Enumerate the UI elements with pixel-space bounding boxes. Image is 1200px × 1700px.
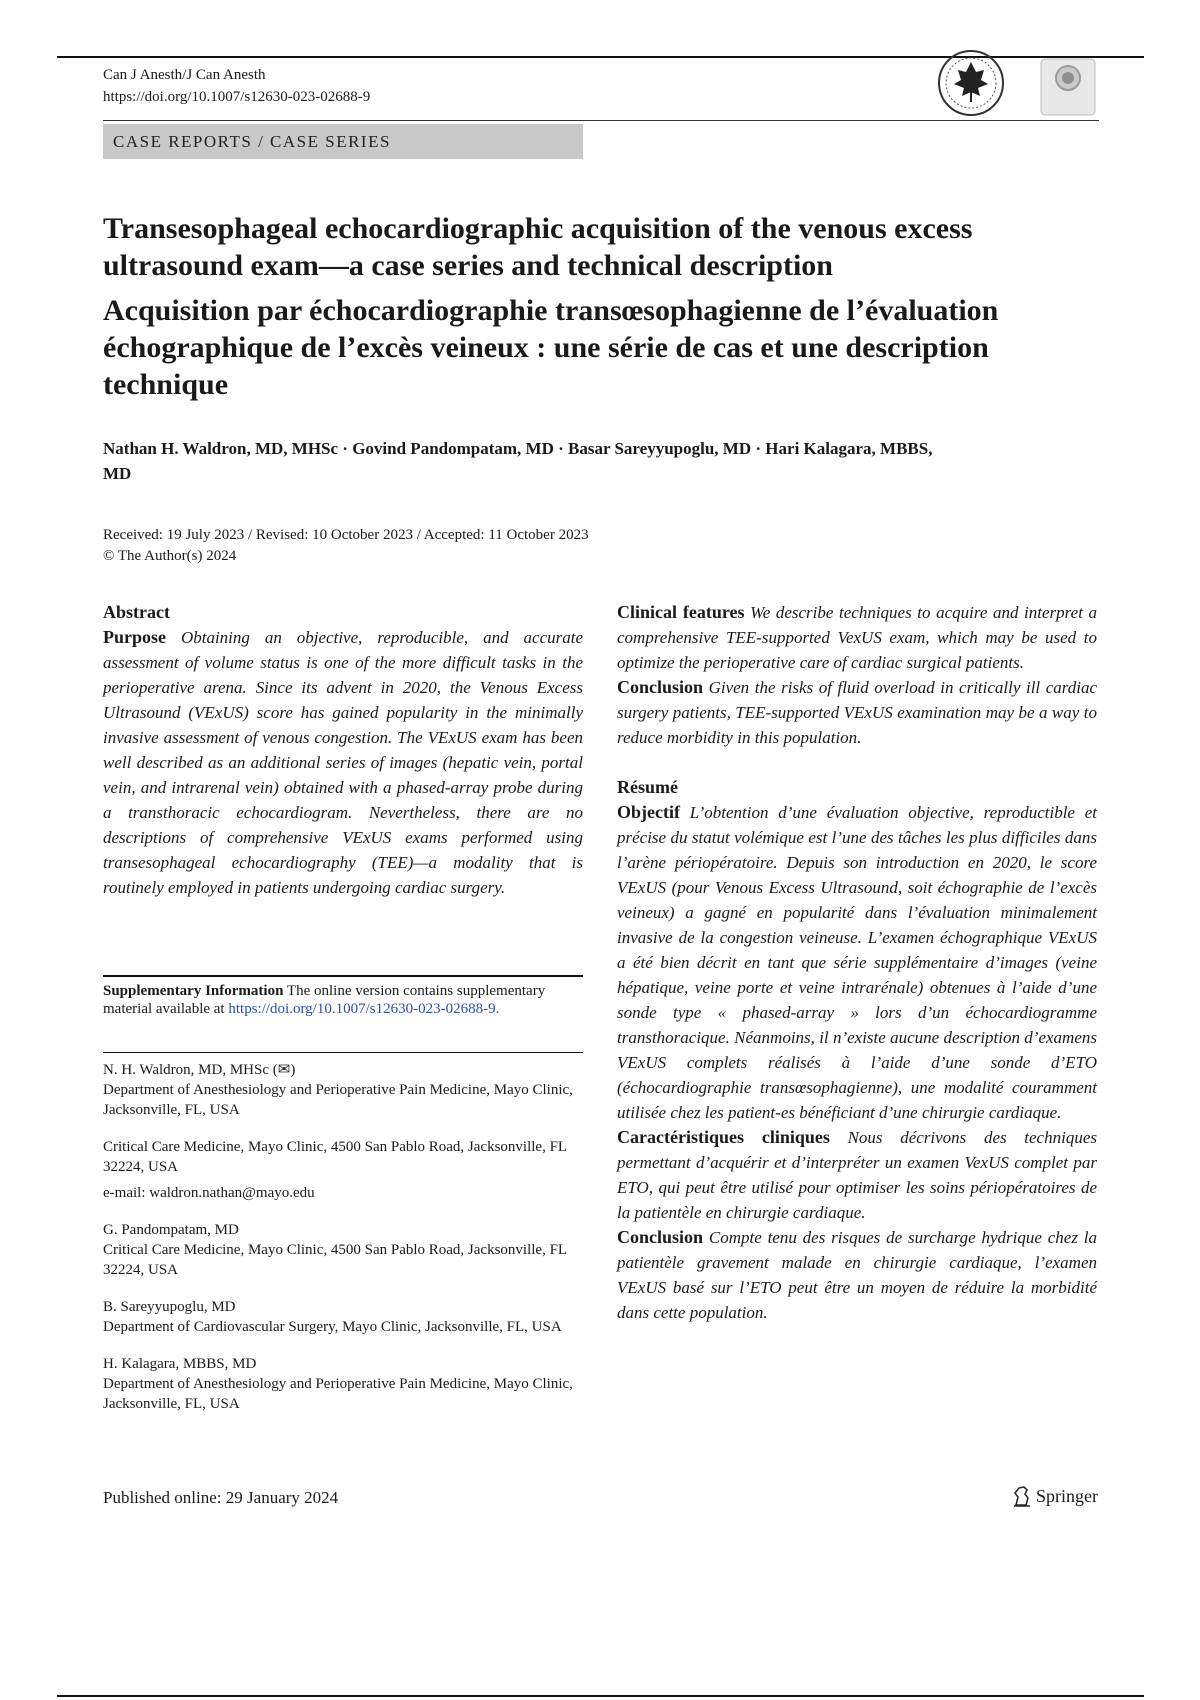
affiliation-name: B. Sareyyupoglu, MD bbox=[103, 1299, 236, 1315]
conclusion-label: Conclusion bbox=[617, 677, 704, 697]
caracteristiques-paragraph bbox=[617, 1125, 1097, 1225]
conclusion-text: Given the risks of fluid overload in critically ill cardiac surgery patients, TEE-supported VExUS examination may be a way to reduce morbidity in this population. bbox=[617, 678, 1097, 747]
copyright: © The Author(s) 2024 bbox=[103, 548, 237, 564]
caracteristiques-label: Caractéristiques cliniques bbox=[617, 1127, 830, 1147]
history-dates: Received: 19 July 2023 / Revised: 10 October 2023 / Accepted: 11 October 2023 bbox=[103, 527, 589, 543]
supplementary-rule-top bbox=[103, 975, 583, 977]
conclusion-fr-label: Conclusion bbox=[617, 1227, 704, 1247]
affiliation-line: Department of Anesthesiology and Perioperative Pain Medicine, Mayo Clinic, Jacksonville, FL, USA bbox=[103, 1082, 573, 1118]
email[interactable]: e-mail: waldron.nathan@mayo.edu bbox=[103, 1185, 315, 1201]
author-list: Nathan H. Waldron, MD, MHSc · Govind Pandompatam, MD · Basar Sareyyupoglu, MD · Hari Kalagara, MBBS, MD bbox=[103, 439, 933, 483]
abstract-section bbox=[103, 600, 583, 900]
purpose-label: Purpose bbox=[103, 627, 166, 647]
affiliation-pandompatam bbox=[103, 1220, 583, 1280]
affiliation-line: Department of Cardiovascular Surgery, Mayo Clinic, Jacksonville, FL, USA bbox=[103, 1319, 562, 1335]
affiliation-line: Critical Care Medicine, Mayo Clinic, 4500 San Pablo Road, Jacksonville, FL 32224, USA bbox=[103, 1242, 567, 1278]
resume-heading: Résumé bbox=[617, 777, 678, 797]
cas-society-logo bbox=[936, 48, 1006, 118]
journal-name: Can J Anesth/J Can Anesth bbox=[103, 67, 266, 83]
title-french: Acquisition par échocardiographie transœsophagienne de l’évaluation échographique de l’excès veineux : une série de cas et une description technique bbox=[103, 294, 999, 401]
purpose-text: Obtaining an objective, reproducible, and accurate assessment of volume status is one of the more difficult tasks in the perioperative arena. Since its advent in 2020, the Venous Excess Ultrasound (VExUS) score has gained popularity in the minimally invasive assessment of venous congestion. The VExUS exam has been well described as an additional series of images (hepatic vein, portal vein, and intrarenal vein) obtained with a phased-array probe during a transthoracic echocardiogram. Nevertheless, there are no descriptions of comprehensive VExUS exams performed using transesophageal echocardiography (TEE)—a modality that is routinely employed in patients undergoing cardiac surgery. bbox=[103, 628, 584, 897]
objectif-label: Objectif bbox=[617, 802, 680, 822]
affiliation-kalagara bbox=[103, 1354, 583, 1414]
title-english: Transesophageal echocardiographic acquisition of the venous excess ultrasound exam—a case series and technical description bbox=[103, 212, 973, 282]
objectif-paragraph bbox=[617, 800, 1097, 1125]
publisher-name: Springer bbox=[1036, 1485, 1098, 1506]
conclusion-fr-paragraph bbox=[617, 1225, 1097, 1325]
check-for-updates-badge[interactable] bbox=[1040, 58, 1096, 116]
clinical-features-label: Clinical features bbox=[617, 602, 745, 622]
supplementary-info bbox=[103, 982, 583, 1018]
affiliations bbox=[103, 1060, 583, 1431]
abstract-continued bbox=[617, 600, 1097, 1325]
caracteristiques-text: Nous décrivons des techniques permettant d’acquérir et d’interpréter un examen VexUS complet par ETO, qui peut être utilisé pour optimiser les soins périopératoires de la patientèle en chirurgie cardiaque. bbox=[617, 1128, 1097, 1222]
publisher-mark bbox=[1012, 1485, 1098, 1507]
affiliation-sareyyupoglu bbox=[103, 1297, 583, 1337]
purpose-paragraph bbox=[103, 625, 583, 900]
affiliation-waldron bbox=[103, 1060, 583, 1203]
article-dates bbox=[103, 525, 589, 567]
journal-header bbox=[103, 64, 370, 108]
affiliation-line: Critical Care Medicine, Mayo Clinic, 4500 San Pablo Road, Jacksonville, FL 32224, USA bbox=[103, 1139, 567, 1175]
affiliation-name: H. Kalagara, MBBS, MD bbox=[103, 1356, 257, 1372]
conclusion-paragraph bbox=[617, 675, 1097, 750]
clinical-features-text: We describe techniques to acquire and interpret a comprehensive TEE-supported VexUS exam, which may be used to optimize the perioperative care of cardiac surgical patients. bbox=[617, 603, 1098, 672]
affiliation-name: G. Pandompatam, MD bbox=[103, 1222, 239, 1238]
bottom-rule bbox=[57, 1695, 1144, 1697]
objectif-text: L’obtention d’une évaluation objective, reproductible et précise du statut volémique est l’une des tâches les plus difficiles dans l’arène périopératoire. Depuis son introduction en 2020, le score VExUS (pour Venous Excess Ultrasound, soit échographie de l’excès veineux) a gagné en popularité dans l’évaluation minimalement invasive de la congestion veineuse. L’examen échographique VExUS a été bien décrit en tant que série supplémentaire d’images (veine hépatique, veine porte et veine intrarénale) obtenues à l’aide d’une sonde type « phased-array » lors d’un échocardiogramme transthoracique. Néanmoins, il n’existe aucune description d’examens VExUS complets réalisés à l’aide d’une sonde d’ETO (échocardiographie transœsophagienne), une modalité couramment utilisée chez les patient-es bénéficiant d’une chirurgie cardiaque. bbox=[617, 803, 1098, 1122]
header-rule bbox=[103, 120, 1099, 121]
section-label: CASE REPORTS / CASE SERIES bbox=[103, 124, 583, 159]
affiliation-line: Department of Anesthesiology and Perioperative Pain Medicine, Mayo Clinic, Jacksonville, FL, USA bbox=[103, 1376, 573, 1412]
springer-horse-icon bbox=[1012, 1485, 1032, 1507]
supplementary-label: Supplementary Information bbox=[103, 983, 284, 999]
clinical-features-paragraph bbox=[617, 600, 1097, 675]
published-date: Published online: 29 January 2024 bbox=[103, 1488, 339, 1507]
conclusion-fr-text: Compte tenu des risques de surcharge hydrique chez la patientèle gravement malade en chirurgie cardiaque, l’examen VExUS basé sur l’ETO peut être un moyen de réduire la morbidité dans cette population. bbox=[617, 1228, 1097, 1322]
affiliation-name: N. H. Waldron, MD, MHSc (✉) bbox=[103, 1062, 296, 1078]
doi-link[interactable]: https://doi.org/10.1007/s12630-023-02688-9 bbox=[103, 89, 371, 105]
abstract-heading: Abstract bbox=[103, 602, 170, 622]
supplementary-text: The online version contains supplementary material available at bbox=[103, 983, 546, 1017]
supplementary-rule-bottom bbox=[103, 1052, 583, 1053]
supplementary-link[interactable]: https://doi.org/10.1007/s12630-023-02688-9. bbox=[228, 1001, 500, 1017]
